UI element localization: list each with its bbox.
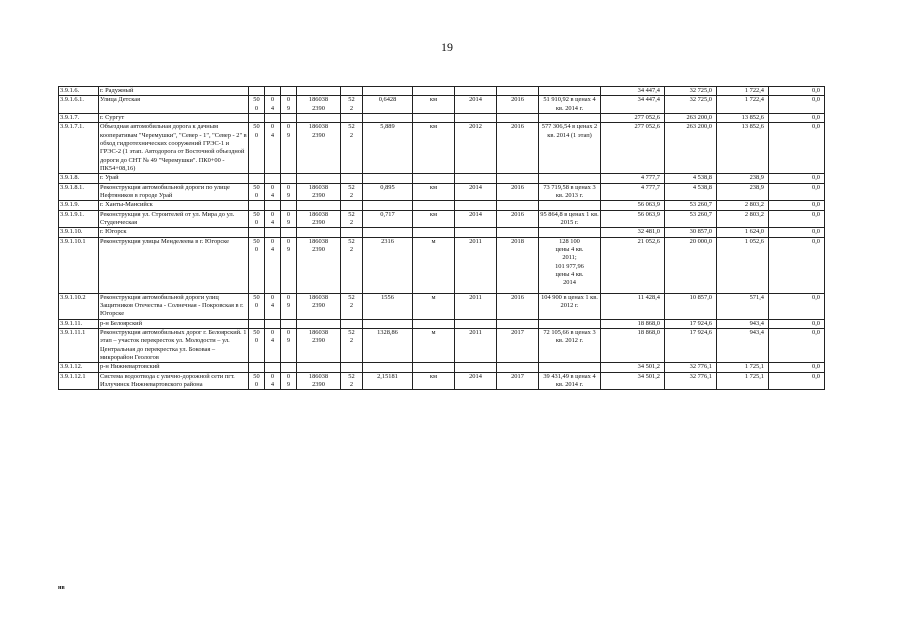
estimated-cost: 72 105,66 в ценах 3 кв. 2012 г. [539,328,601,362]
row-code: 3.9.1.6. [59,87,99,96]
empty-cell [281,201,297,210]
row-code: 3.9.1.12. [59,363,99,372]
capacity-unit: км [413,372,455,390]
regional-value: 1 624,0 [717,228,769,237]
empty-cell [539,87,601,96]
code-part-4: 186038 2390 [297,210,341,228]
empty-cell [265,201,281,210]
empty-cell [497,113,539,122]
table-row [59,293,881,319]
row-code: 3.9.1.10. [59,228,99,237]
end-year: 2016 [497,123,539,174]
capacity-unit: м [413,293,455,319]
regional-value: 2 803,2 [717,201,769,210]
code-part-1: 50 0 [249,328,265,362]
code-part-4: 186038 2390 [297,183,341,201]
capacity-unit: км [413,96,455,114]
code-part-2: 0 4 [265,237,281,293]
empty-cell [497,201,539,210]
total-value: 34 501,2 [601,372,665,390]
code-part-3: 0 9 [281,237,297,293]
federal-value: 263 200,0 [665,123,717,174]
row-name: г. Радужный [99,87,249,96]
code-part-3: 0 9 [281,210,297,228]
section-row [59,201,881,210]
total-value: 18 868,0 [601,319,665,328]
row-code: 3.9.1.10.2 [59,293,99,319]
federal-value: 17 924,6 [665,328,717,362]
federal-value: 20 000,0 [665,237,717,293]
empty-cell [341,201,363,210]
code-part-3: 0 9 [281,328,297,362]
other-value: 0,0 [769,228,825,237]
regional-value: 13 852,6 [717,123,769,174]
empty-cell [413,174,455,183]
empty-cell [341,87,363,96]
row-name: Улица Детская [99,96,249,114]
row-name: Реконструкция автомобильной дороги улиц Защитников Отечества - Солнечная - Покровская в г. Югорске [99,293,249,319]
row-code: 3.9.1.7. [59,113,99,122]
empty-cell [341,319,363,328]
code-part-2: 0 4 [265,210,281,228]
regional-value: 1 722,4 [717,87,769,96]
total-value: 277 052,6 [601,113,665,122]
total-value: 32 481,0 [601,228,665,237]
program-table [58,86,881,390]
empty-cell [265,228,281,237]
other-value: 0,0 [769,96,825,114]
empty-cell [249,174,265,183]
start-year: 2011 [455,237,497,293]
footer-mark: нв [58,585,65,591]
empty-cell [497,87,539,96]
empty-cell [363,174,413,183]
end-year: 2016 [497,293,539,319]
row-name: Реконструкция ул. Строителей от ул. Мира до ул. Студенческая [99,210,249,228]
row-code: 3.9.1.11.1 [59,328,99,362]
empty-cell [265,363,281,372]
row-name: Система водоотвода с улично-дорожной сети пгт. Излучинск Нижневартовского района [99,372,249,390]
code-part-4: 186038 2390 [297,96,341,114]
start-year: 2014 [455,372,497,390]
page-number: 19 [441,40,453,54]
total-value: 4 777,7 [601,183,665,201]
regional-value: 13 852,6 [717,113,769,122]
empty-cell [455,363,497,372]
empty-cell [455,201,497,210]
row-name: Объездная автомобильная дорога к дачным кооперативам "Черемушки", "Север - 1", "Север - 2" в обход гидротехнических сооружений ГРЭС-1 и ГРЭС-2 (1 этап. Автодорога от Восточной объездной дороги до СНТ № 49 "Черемушки". ПК0+00 - ПК54+08,16) [100,123,247,172]
empty-cell [413,228,455,237]
federal-value: 32 725,0 [665,96,717,114]
row-name: Реконструкция улицы Менделеева в г. Югорске [99,237,249,293]
estimated-cost: 128 100 цены 4 кв. 2011; 101 977,96 цены 4 кв. 2014 [539,237,601,293]
other-value: 0,0 [769,123,825,174]
empty-cell [539,113,601,122]
empty-cell [497,363,539,372]
row-code: 3.9.1.8. [59,174,99,183]
total-value: 18 868,0 [601,328,665,362]
empty-cell [455,319,497,328]
capacity-unit: км [413,210,455,228]
start-year: 2014 [455,210,497,228]
empty-cell [413,319,455,328]
empty-cell [363,113,413,122]
empty-cell [249,87,265,96]
empty-cell [281,319,297,328]
regional-value: 571,4 [717,293,769,319]
code-part-5: 52 2 [341,293,363,319]
code-part-5: 52 2 [341,183,363,201]
code-part-2: 0 4 [265,123,281,174]
other-value: 0,0 [769,201,825,210]
code-part-2: 0 4 [265,328,281,362]
row-name: Реконструкция автомобильных дорог г. Белоярский. 1 этап – участок перекресток ул. Молодости – ул. Центральная до перекрестка ул. Боковая – микрорайон Геологов [99,328,249,362]
empty-cell [249,319,265,328]
federal-value: 4 538,8 [665,174,717,183]
empty-cell [297,363,341,372]
code-part-1: 50 0 [249,293,265,319]
row-name: Реконструкция автомобильной дороги по улице Нефтяников в городе Урай [99,183,249,201]
empty-cell [281,228,297,237]
other-value: 0,0 [769,87,825,96]
code-part-5: 52 2 [341,237,363,293]
empty-cell [265,113,281,122]
other-value: 0,0 [769,319,825,328]
table-row [59,328,881,362]
total-value: 34 501,2 [601,363,665,372]
row-name: р-н Нижневартовский [99,363,249,372]
empty-cell [281,87,297,96]
total-value: 277 052,6 [601,123,665,174]
estimated-cost: 51 910,92 в ценах 4 кв. 2014 г. [539,96,601,114]
row-code: 3.9.1.7.1. [59,123,99,174]
other-value: 0,0 [769,293,825,319]
table-row [59,210,881,228]
code-part-5: 52 2 [341,96,363,114]
empty-cell [455,228,497,237]
empty-cell [281,363,297,372]
end-year: 2018 [497,237,539,293]
row-code: 3.9.1.9.1. [59,210,99,228]
other-value: 0,0 [769,237,825,293]
empty-cell [363,363,413,372]
section-row [59,363,881,372]
code-part-3: 0 9 [281,123,297,174]
estimated-cost: 73 719,58 в ценах 3 кв. 2013 г. [539,183,601,201]
capacity-value: 1328,86 [363,328,413,362]
federal-value: 32 725,0 [665,87,717,96]
code-part-4: 186038 2390 [297,123,341,174]
code-part-4: 186038 2390 [297,237,341,293]
row-name: г. Югорск [99,228,249,237]
capacity-value: 2,15181 [363,372,413,390]
capacity-unit: м [413,328,455,362]
section-row [59,319,881,328]
regional-value: 1 725,1 [717,363,769,372]
empty-cell [363,319,413,328]
empty-cell [265,174,281,183]
row-name: г. Урай [99,174,249,183]
code-part-2: 0 4 [265,372,281,390]
total-value: 56 063,9 [601,201,665,210]
capacity-unit: км [413,123,455,174]
empty-cell [281,113,297,122]
empty-cell [413,113,455,122]
federal-value: 32 776,1 [665,363,717,372]
empty-cell [413,87,455,96]
other-value: 0,0 [769,328,825,362]
row-name: р-н Белоярский [99,319,249,328]
regional-value: 238,9 [717,174,769,183]
total-value: 11 428,4 [601,293,665,319]
capacity-unit: км [413,183,455,201]
regional-value: 1 725,1 [717,372,769,390]
federal-value: 53 260,7 [665,210,717,228]
empty-cell [297,201,341,210]
empty-cell [413,201,455,210]
estimated-cost: 104 900 в ценах 1 кв. 2012 г. [539,293,601,319]
code-part-5: 52 2 [341,210,363,228]
section-row [59,228,881,237]
empty-cell [363,201,413,210]
code-part-5: 52 2 [341,123,363,174]
code-part-2: 0 4 [265,293,281,319]
start-year: 2014 [455,96,497,114]
empty-cell [297,319,341,328]
empty-cell [249,201,265,210]
table-row [59,237,881,293]
empty-cell [265,319,281,328]
regional-value: 1 052,6 [717,237,769,293]
federal-value: 30 857,0 [665,228,717,237]
federal-value: 17 924,6 [665,319,717,328]
empty-cell [455,174,497,183]
empty-cell [497,174,539,183]
federal-value: 10 857,0 [665,293,717,319]
regional-value: 943,4 [717,328,769,362]
empty-cell [363,228,413,237]
empty-cell [341,113,363,122]
code-part-5: 52 2 [341,328,363,362]
other-value: 0,0 [769,372,825,390]
capacity-value: 5,889 [363,123,413,174]
row-code: 3.9.1.12.1 [59,372,99,390]
empty-cell [265,87,281,96]
regional-value: 238,9 [717,183,769,201]
code-part-3: 0 9 [281,372,297,390]
code-part-3: 0 9 [281,96,297,114]
federal-value: 53 260,7 [665,201,717,210]
start-year: 2011 [455,293,497,319]
row-code: 3.9.1.6.1. [59,96,99,114]
row-name: г. Ханты-Мансийск [99,201,249,210]
empty-cell [249,113,265,122]
regional-value: 1 722,4 [717,96,769,114]
other-value: 0,0 [769,363,825,372]
capacity-value: 0,895 [363,183,413,201]
empty-cell [455,87,497,96]
row-code: 3.9.1.10.1 [59,237,99,293]
regional-value: 2 803,2 [717,210,769,228]
code-part-2: 0 4 [265,183,281,201]
empty-cell [341,174,363,183]
code-part-2: 0 4 [265,96,281,114]
empty-cell [297,87,341,96]
capacity-value: 2316 [363,237,413,293]
empty-cell [363,87,413,96]
code-part-1: 50 0 [249,96,265,114]
regional-value: 943,4 [717,319,769,328]
capacity-value: 0,717 [363,210,413,228]
code-part-3: 0 9 [281,183,297,201]
code-part-1: 50 0 [249,183,265,201]
section-row [59,87,881,96]
row-code: 3.9.1.11. [59,319,99,328]
total-value: 56 063,9 [601,210,665,228]
start-year: 2012 [455,123,497,174]
section-row [59,174,881,183]
code-part-1: 50 0 [249,123,265,174]
capacity-value: 0,6428 [363,96,413,114]
end-year: 2016 [497,96,539,114]
other-value: 0,0 [769,210,825,228]
estimated-cost: 95 864,8 в ценах 1 кв. 2015 г. [540,210,599,226]
end-year: 2016 [497,183,539,201]
empty-cell [539,201,601,210]
empty-cell [281,174,297,183]
code-part-1: 50 0 [249,372,265,390]
empty-cell [497,228,539,237]
empty-cell [297,174,341,183]
empty-cell [413,363,455,372]
end-year: 2017 [497,328,539,362]
table-row [59,123,881,174]
code-part-4: 186038 2390 [297,328,341,362]
other-value: 0,0 [769,174,825,183]
total-value: 34 447,4 [601,87,665,96]
table-row [59,372,881,390]
code-part-3: 0 9 [281,293,297,319]
federal-value: 32 776,1 [665,372,717,390]
capacity-unit: м [413,237,455,293]
row-code: 3.9.1.9. [59,201,99,210]
empty-cell [297,228,341,237]
empty-cell [455,113,497,122]
empty-cell [341,228,363,237]
estimated-cost: 39 431,49 в ценах 4 кв. 2014 г. [539,372,601,390]
total-value: 34 447,4 [601,96,665,114]
end-year: 2017 [497,372,539,390]
start-year: 2014 [455,183,497,201]
empty-cell [249,228,265,237]
table-row [59,183,881,201]
code-part-1: 50 0 [249,237,265,293]
empty-cell [539,228,601,237]
federal-value: 263 200,0 [665,113,717,122]
empty-cell [539,363,601,372]
code-part-4: 186038 2390 [297,293,341,319]
empty-cell [341,363,363,372]
federal-value: 4 538,8 [665,183,717,201]
empty-cell [497,319,539,328]
other-value: 0,0 [769,113,825,122]
total-value: 4 777,7 [601,174,665,183]
row-name: г. Сургут [99,113,249,122]
start-year: 2011 [455,328,497,362]
empty-cell [249,363,265,372]
capacity-value: 1556 [363,293,413,319]
code-part-5: 52 2 [341,372,363,390]
end-year: 2016 [497,210,539,228]
section-row [59,113,881,122]
empty-cell [539,319,601,328]
other-value: 0,0 [769,183,825,201]
code-part-1: 50 0 [249,210,265,228]
empty-cell [297,113,341,122]
estimated-cost: 577 306,54 в ценах 2 кв. 2014 (1 этап) [539,123,601,174]
row-code: 3.9.1.8.1. [59,183,99,201]
table-row [59,96,881,114]
total-value: 21 052,6 [601,237,665,293]
code-part-4: 186038 2390 [297,372,341,390]
empty-cell [539,174,601,183]
